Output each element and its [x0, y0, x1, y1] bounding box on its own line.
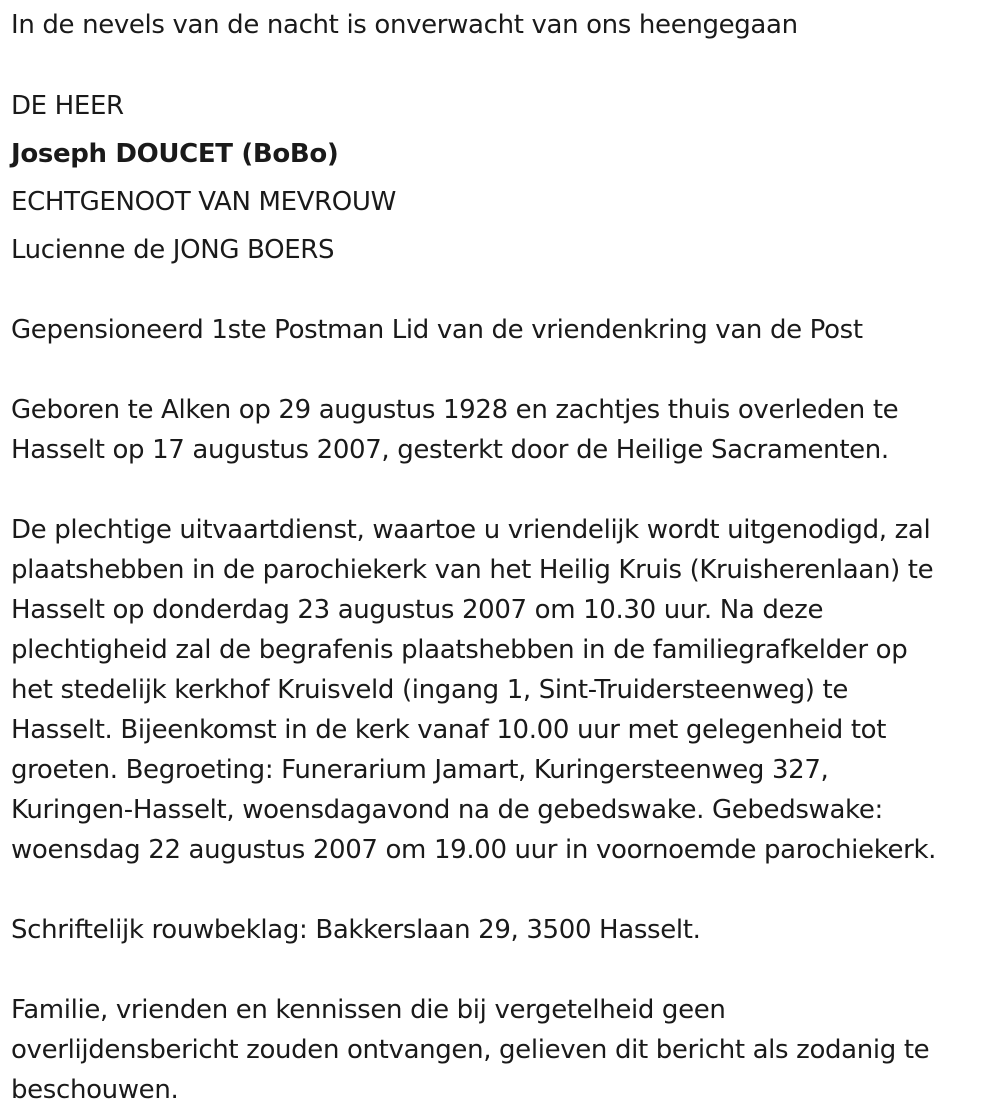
- paragraph-line: Geboren te Alken op 29 augustus 1928 en zachtjes thuis overleden te: [11, 395, 899, 425]
- paragraph-line: plaatshebben in de parochiekerk van het Heilig Kruis (Kruisherenlaan) te: [11, 555, 934, 585]
- paragraph-line: De plechtige uitvaartdienst, waartoe u vriendelijk wordt uitgenodigd, zal: [11, 515, 931, 545]
- relation-text: ECHTGENOOT VAN MEVROUW: [11, 187, 396, 217]
- paragraph-line: het stedelijk kerkhof Kruisveld (ingang 1, Sint-Truidersteenweg) te: [11, 675, 848, 705]
- deceased-name: Joseph DOUCET (BoBo): [11, 139, 339, 169]
- closing-paragraph: [11, 990, 991, 1110]
- paragraph-line: woensdag 22 augustus 2007 om 19.00 uur in voornoemde parochiekerk.: [11, 835, 937, 865]
- paragraph-line: overlijdensbericht zouden ontvangen, gelieven dit bericht als zodanig te: [11, 1035, 930, 1065]
- paragraph-line: Hasselt. Bijeenkomst in de kerk vanaf 10.00 uur met gelegenheid tot: [11, 715, 887, 745]
- honorific-title: DE HEER: [11, 91, 124, 121]
- paragraph-line: Familie, vrienden en kennissen die bij vergetelheid geen: [11, 995, 726, 1025]
- paragraph-line: Hasselt op 17 augustus 2007, gesterkt door de Heilige Sacramenten.: [11, 435, 889, 465]
- funeral-paragraph: [11, 510, 991, 870]
- condolences-text: Schriftelijk rouwbeklag: Bakkerslaan 29, 3500 Hasselt.: [11, 915, 701, 945]
- paragraph-line: Hasselt op donderdag 23 augustus 2007 om 10.30 uur. Na deze: [11, 595, 824, 625]
- occupation-text: Gepensioneerd 1ste Postman Lid van de vriendenkring van de Post: [11, 315, 863, 345]
- spouse-name: Lucienne de JONG BOERS: [11, 235, 335, 265]
- paragraph-line: plechtigheid zal de begrafenis plaatshebben in de familiegrafkelder op: [11, 635, 908, 665]
- paragraph-line: beschouwen.: [11, 1075, 179, 1105]
- paragraph-line: Kuringen-Hasselt, woensdagavond na de gebedswake. Gebedswake:: [11, 795, 883, 825]
- birth-death-paragraph: [11, 390, 991, 470]
- paragraph-line: groeten. Begroeting: Funerarium Jamart, Kuringersteenweg 327,: [11, 755, 829, 785]
- intro-text: In de nevels van de nacht is onverwacht van ons heengegaan: [11, 10, 798, 40]
